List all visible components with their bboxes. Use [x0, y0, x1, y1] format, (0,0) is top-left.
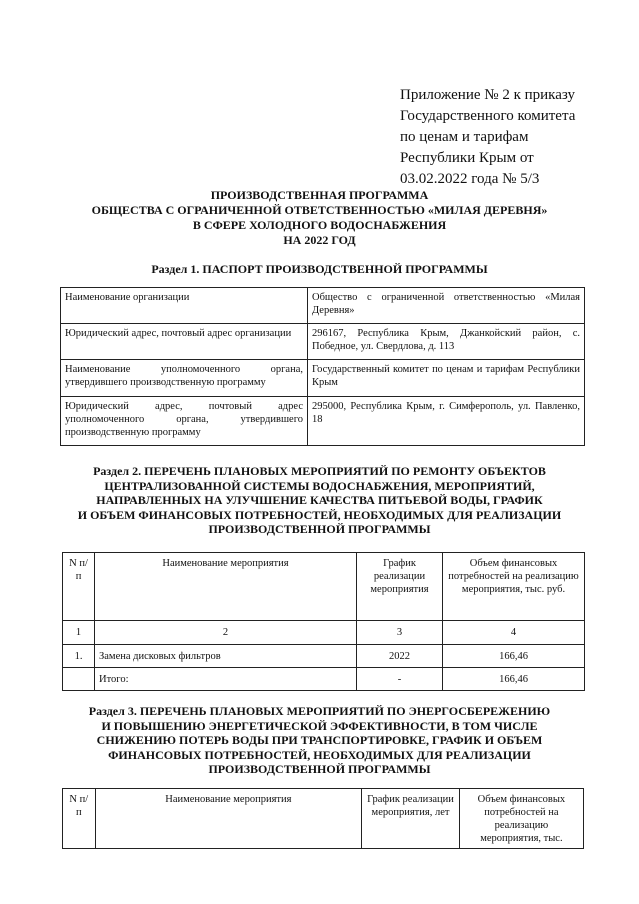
- appendix-line: Республики Крым от: [400, 150, 534, 166]
- passport-row: [61, 397, 585, 446]
- section3-title-line: ПРОИЗВОДСТВЕННОЙ ПРОГРАММЫ: [208, 762, 431, 776]
- passport-table: [60, 287, 585, 446]
- section2-title-line: НАПРАВЛЕННЫХ НА УЛУЧШЕНИЕ КАЧЕСТВА ПИТЬЕВОЙ ВОДЫ, ГРАФИК: [96, 493, 543, 507]
- appendix-line: по ценам и тарифам: [400, 129, 529, 145]
- document-title: [40, 188, 599, 248]
- section3-title-line: СНИЖЕНИЮ ПОТЕРЬ ВОДЫ ПРИ ТРАНСПОРТИРОВКЕ, ГРАФИК И ОБЪЕМ: [96, 733, 543, 747]
- passport-label: Наименование организации: [61, 288, 308, 324]
- appendix-note: [400, 85, 600, 190]
- passport-value: Общество с ограниченной ответственностью «Милая Деревня»: [308, 288, 585, 324]
- section2-title-line: ПРОИЗВОДСТВЕННОЙ ПРОГРАММЫ: [208, 522, 431, 536]
- section2-table: [62, 552, 585, 691]
- passport-label: Юридический адрес, почтовый адрес организации: [61, 324, 308, 360]
- row-num: 1.: [63, 645, 95, 668]
- passport-value: 296167, Республика Крым, Джанкойский район, с. Победное, ул. Свердлова, д. 113: [308, 324, 585, 360]
- column-numbers-row: [63, 621, 585, 645]
- header-num: N п/п: [63, 553, 95, 621]
- row-num: [63, 668, 95, 691]
- passport-row: [61, 288, 585, 324]
- title-line: ПРОИЗВОДСТВЕННАЯ ПРОГРАММА: [210, 188, 429, 202]
- total-row: [63, 668, 585, 691]
- title-line: В СФЕРЕ ХОЛОДНОГО ВОДОСНАБЖЕНИЯ: [192, 218, 447, 232]
- column-number: 4: [443, 621, 585, 645]
- row-schedule: 2022: [357, 645, 443, 668]
- appendix-line: Государственного комитета: [400, 108, 576, 124]
- passport-row: [61, 324, 585, 360]
- column-number: 1: [63, 621, 95, 645]
- passport-row: [61, 360, 585, 397]
- section2-title-line: И ОБЪЕМ ФИНАНСОВЫХ ПОТРЕБНОСТЕЙ, НЕОБХОДИМЫХ ДЛЯ РЕАЛИЗАЦИИ: [77, 507, 562, 522]
- section2-title-line: ЦЕНТРАЛИЗОВАННОЙ СИСТЕМЫ ВОДОСНАБЖЕНИЯ, МЕРОПРИЯТИЙ,: [104, 478, 535, 493]
- section1-title-text: Раздел 1. ПАСПОРТ ПРОИЗВОДСТВЕННОЙ ПРОГРАММЫ: [151, 262, 488, 276]
- section3-title-line: И ПОВЫШЕНИЮ ЭНЕРГЕТИЧЕСКОЙ ЭФФЕКТИВНОСТИ, В ТОМ ЧИСЛЕ: [101, 718, 538, 733]
- section1-title: [40, 262, 599, 277]
- table-header-row: [63, 789, 584, 849]
- row-volume: 166,46: [443, 645, 585, 668]
- passport-value: 295000, Республика Крым, г. Симферополь, ул. Павленко, 18: [308, 397, 585, 446]
- section2-title: [40, 464, 599, 537]
- passport-label: Наименование уполномоченного органа, утвердившего производственную программу: [61, 360, 308, 397]
- header-name: Наименование мероприятия: [95, 553, 357, 621]
- table-row: [63, 645, 585, 668]
- header-schedule: График реализации мероприятия: [357, 553, 443, 621]
- section2-title-line: Раздел 2. ПЕРЕЧЕНЬ ПЛАНОВЫХ МЕРОПРИЯТИЙ ПО РЕМОНТУ ОБЪЕКТОВ: [93, 464, 546, 478]
- section3-table: [62, 788, 584, 849]
- appendix-line: Приложение № 2 к приказу: [400, 87, 575, 103]
- section3-title: [40, 704, 599, 777]
- appendix-line: 03.02.2022 года № 5/3: [400, 171, 540, 187]
- header-volume: Объем финансовых потребностей на реализацию мероприятия, тыс. руб.: [443, 553, 585, 621]
- table-header-row: [63, 553, 585, 621]
- header-num: N п/п: [63, 789, 96, 849]
- header-volume: Объем финансовых потребностей на реализацию мероприятия, тыс.: [459, 789, 583, 849]
- passport-label: Юридический адрес, почтовый адрес уполномоченного органа, утвердившего производственную программу: [61, 397, 308, 446]
- header-schedule: График реализации мероприятия, лет: [362, 789, 460, 849]
- row-volume: 166,46: [443, 668, 585, 691]
- title-line: НА 2022 ГОД: [283, 233, 356, 247]
- title-line: ОБЩЕСТВА С ОГРАНИЧЕННОЙ ОТВЕТСТВЕННОСТЬЮ «МИЛАЯ ДЕРЕВНЯ»: [91, 203, 548, 217]
- column-number: 2: [95, 621, 357, 645]
- section3-title-line: ФИНАНСОВЫХ ПОТРЕБНОСТЕЙ, НЕОБХОДИМЫХ ДЛЯ РЕАЛИЗАЦИИ: [108, 747, 531, 762]
- row-schedule: -: [357, 668, 443, 691]
- row-name: Итого:: [95, 668, 357, 691]
- row-name: Замена дисковых фильтров: [95, 645, 357, 668]
- section3-title-line: Раздел 3. ПЕРЕЧЕНЬ ПЛАНОВЫХ МЕРОПРИЯТИЙ ПО ЭНЕРГОСБЕРЕЖЕНИЮ: [88, 704, 551, 718]
- column-number: 3: [357, 621, 443, 645]
- passport-value: Государственный комитет по ценам и тарифам Республики Крым: [308, 360, 585, 397]
- header-name: Наименование мероприятия: [95, 789, 362, 849]
